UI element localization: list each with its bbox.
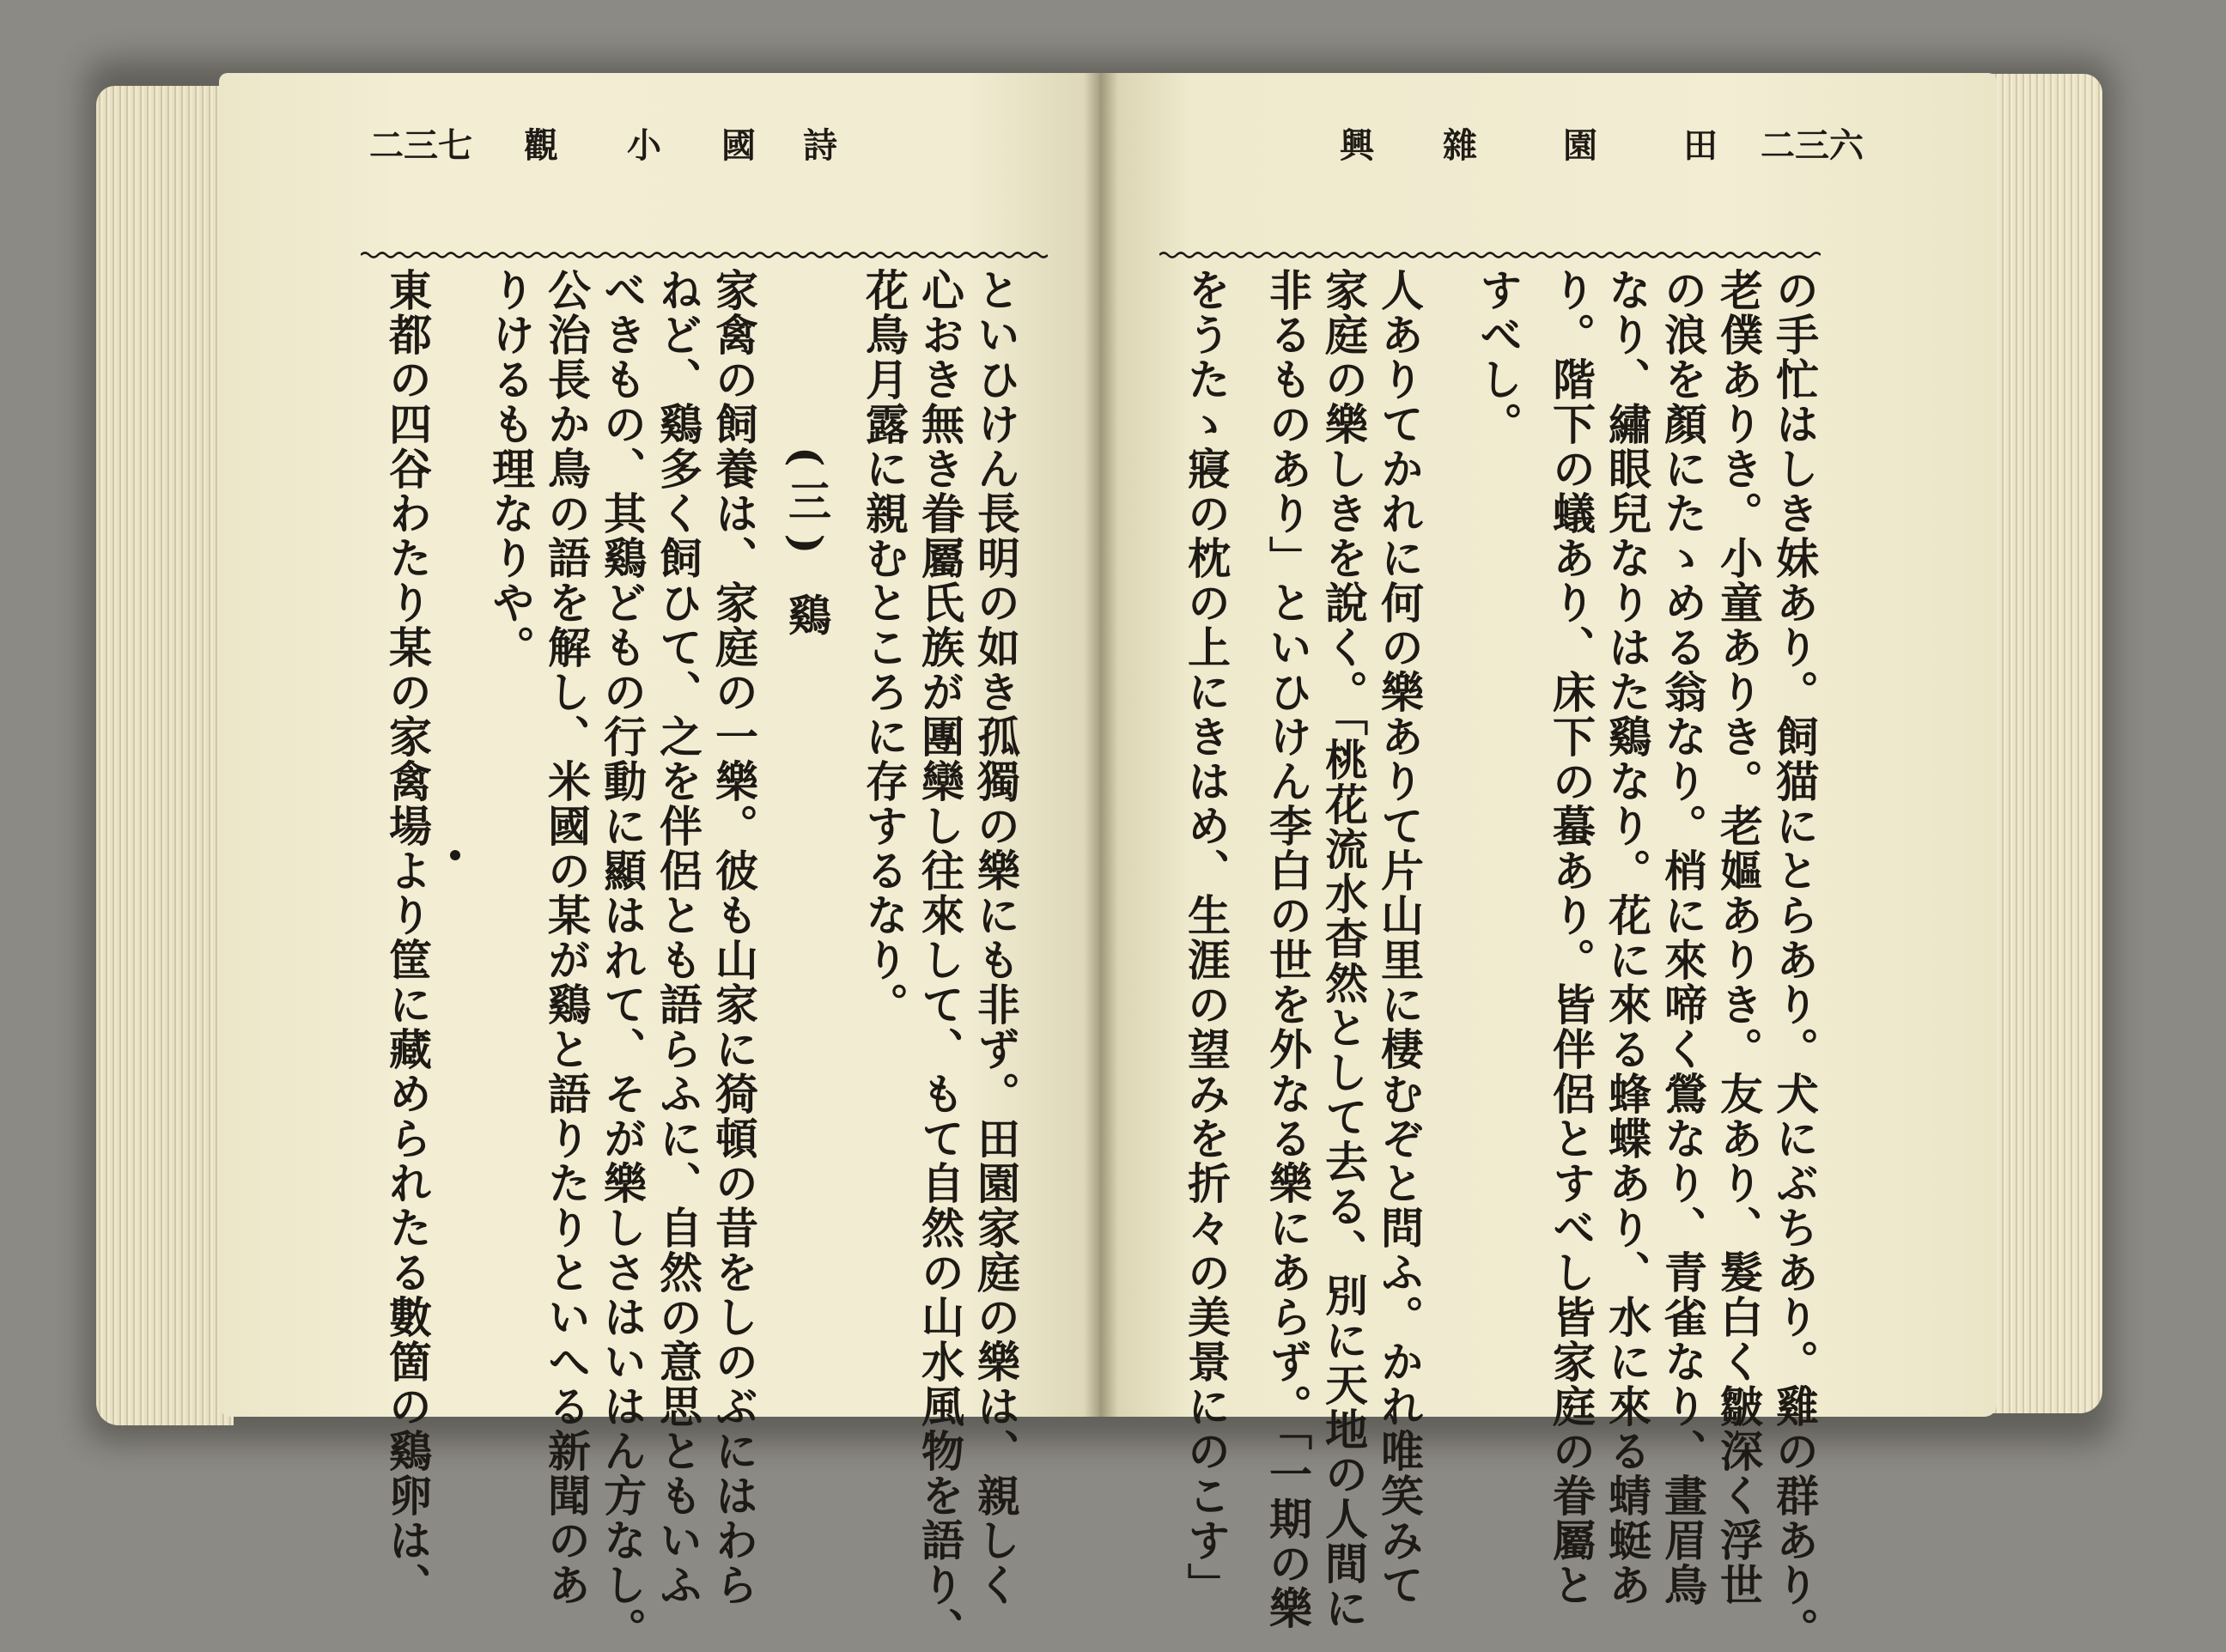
left-text-column-4: 家禽の飼養は、家庭の一樂。彼も山家に猗頓の昔をしのぶにはわら [709,268,759,1607]
left-running-title-char-2: 小 [627,125,661,166]
book-gutter [1084,73,1118,1417]
left-running-title-char-4: 詩 [803,125,837,166]
left-text-column-5: ねど、鷄多く飼ひて、之を伴侶とも語らふに、自然の意思ともいふ [653,268,703,1607]
left-header-wavy-rule [361,251,1048,259]
right-page-edges [1992,74,2102,1413]
section-heading-chicken: (三) 鷄 [782,446,832,648]
right-text-column-10: をうたゝ寢の枕の上にきはめ、生涯の望みを折々の美景にのこす」 [1181,268,1232,1607]
left-running-title-char-1: 觀 [524,125,558,166]
right-text-column-7: 人ありてかれに何の樂ありて片山里に棲むぞと問ふ。かれ唯笑みて [1374,268,1425,1607]
right-running-title-char-1: 田 [1683,125,1718,166]
left-text-column-1: といひけん長明の如き孤獨の樂にも非ず。田園家庭の樂は、親しく [970,268,1021,1607]
right-running-title-char-3: 雜 [1443,125,1477,166]
left-page-number: 二三七 [369,125,472,166]
right-page-number: 二三六 [1761,125,1864,166]
right-text-column-8: 家庭の樂しきを說く。「桃花流水杳然として去る、別に天地の人間に [1318,268,1369,1631]
left-running-title-char-3: 國 [721,125,756,166]
right-text-column-9: 非るものあり」といひけん李白の世を外なる樂にあらず。「一期の樂 [1262,268,1313,1631]
right-text-column-2: 老僕ありき。小童ありき。老嫗ありき。友あり、髮白く皺深く浮世 [1713,268,1764,1607]
left-text-column-3: 花鳥月露に親むところに存するなり。 [859,268,909,1027]
left-text-column-8: りけるも理なりや。 [485,268,536,670]
left-text-column-7: 公治長か鳥の語を解し、米國の某が鷄と語りたりといへる新聞のあ [541,268,592,1607]
ink-spot [450,850,460,860]
right-running-title-char-2: 園 [1563,125,1597,166]
right-text-column-1: の手忙はしき妹あり。飼猫にとらあり。犬にぶちあり。雞の群あり。 [1769,268,1820,1652]
left-page-edges [96,86,234,1425]
left-text-column-2: 心おき無き眷屬氏族が團欒し往來して、もて自然の山水風物を語り、 [915,268,965,1652]
right-text-column-6: すべし。 [1473,268,1524,446]
left-text-column-9: 東都の四谷わたり某の家禽場より筐に藏められたる數箇の鷄卵は、 [382,268,433,1607]
left-text-column-6: べきもの、其鷄どもの行動に顯はれて、そが樂しさはいはん方なし。 [597,268,648,1652]
right-text-column-5: り。階下の蟻あり、床下の蟇あり。皆伴侶とすべし皆家庭の眷屬と [1546,268,1597,1607]
right-running-title-char-4: 興 [1340,125,1374,166]
right-header-wavy-rule [1159,251,1821,259]
right-text-column-4: なり、繡眼兒なりはた鷄なり。花に來る蜂蝶あり、水に來る蜻蜓あ [1602,268,1652,1607]
right-text-column-3: の浪を顏にたゝめる翁なり。梢に來啼く鶯なり、青雀なり、畫眉鳥 [1657,268,1708,1607]
